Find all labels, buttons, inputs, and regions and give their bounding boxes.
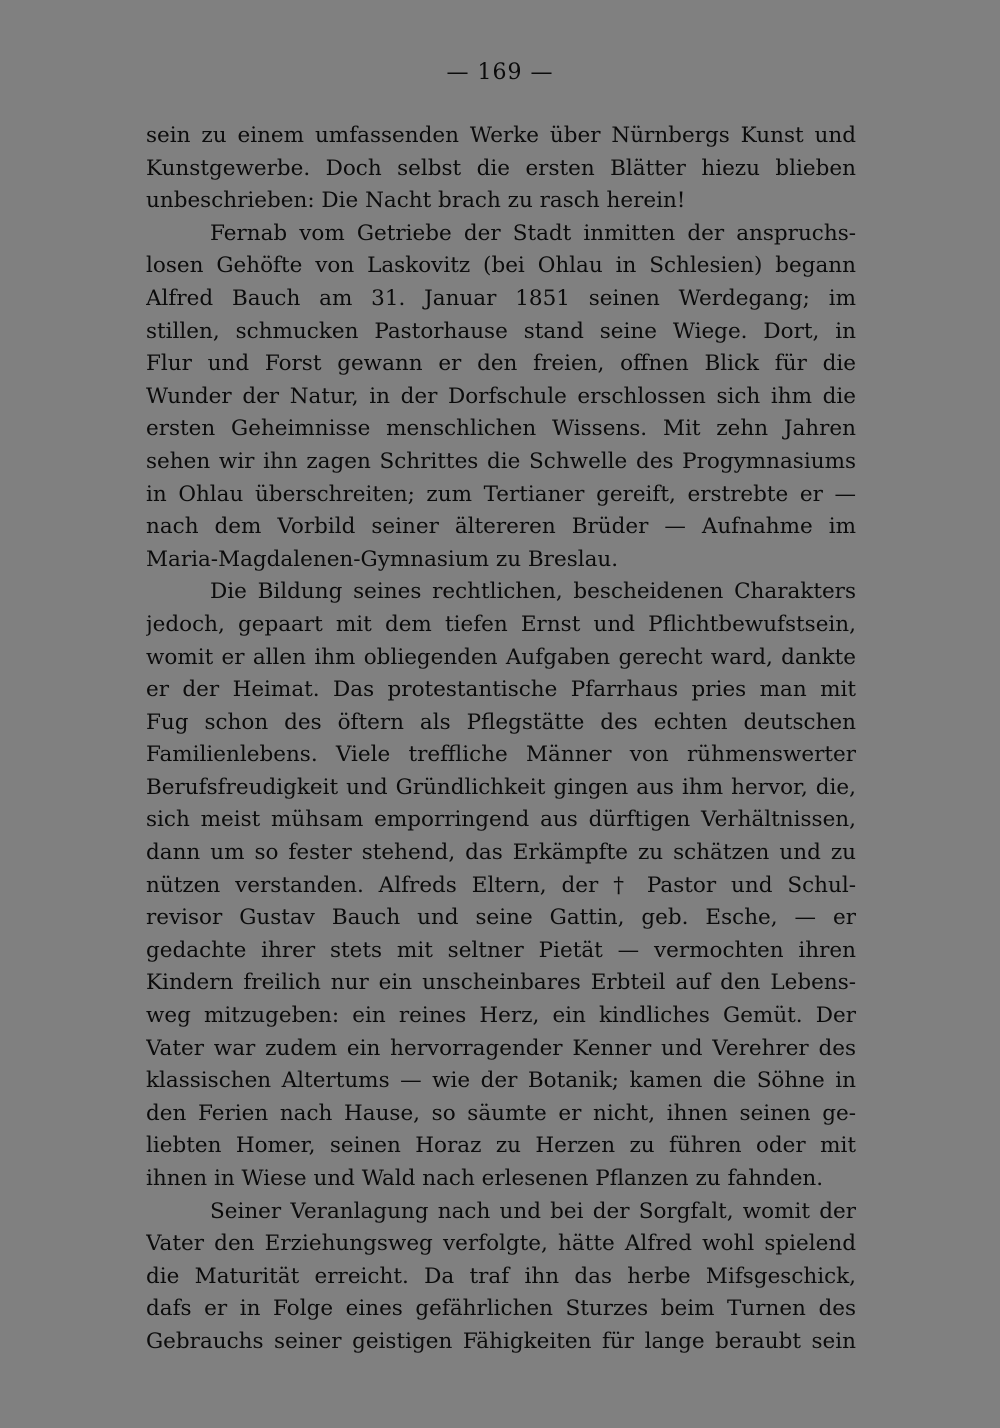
text-line: dann um so fester stehend, das Erkämpfte zu schätzen und zu bbox=[146, 840, 856, 866]
text-line: Vater war zudem ein hervorragender Kenner und Verehrer des bbox=[146, 1035, 856, 1061]
text-line: revisor Gustav Bauch und seine Gattin, geb. Esche, — er bbox=[146, 905, 856, 931]
text-line: losen Gehöfte von Laskovitz (bei Ohlau in Schlesien) begann bbox=[146, 253, 856, 279]
text-line: Vater den Erziehungsweg verfolgte, hätte Alfred wohl spielend bbox=[146, 1231, 856, 1257]
text-line: den Ferien nach Hause, so säumte er nicht, ihnen seinen ge- bbox=[146, 1100, 856, 1126]
text-line: unbeschrieben: Die Nacht brach zu rasch herein! bbox=[146, 188, 686, 214]
text-line: sein zu einem umfassenden Werke über Nürnbergs Kunst und bbox=[146, 123, 856, 148]
text-line: Familienlebens. Viele treffliche Männer von rühmenswerter bbox=[146, 742, 856, 768]
text-line: Seiner Veranlagung nach und bei der Sorgfalt, womit der bbox=[210, 1198, 856, 1224]
text-line: Fug schon des öftern als Pflegstätte des echten deutschen bbox=[146, 709, 856, 735]
text-line: dafs er in Folge eines gefährlichen Sturzes beim Turnen des bbox=[146, 1296, 856, 1322]
text-line: klassischen Altertums — wie der Botanik; kamen die Söhne in bbox=[146, 1068, 856, 1094]
text-line: weg mitzugeben: ein reines Herz, ein kindliches Gemüt. Der bbox=[146, 1003, 856, 1029]
text-line: nach dem Vorbild seiner ältereren Brüder — Aufnahme im bbox=[146, 514, 856, 540]
text-line: die Maturität erreicht. Da traf ihn das herbe Mifsgeschick, bbox=[146, 1263, 856, 1289]
text-line: Wunder der Natur, in der Dorfschule erschlossen sich ihm die bbox=[146, 383, 856, 409]
text-line: er der Heimat. Das protestantische Pfarrhaus pries man mit bbox=[146, 677, 856, 703]
text-line: stillen, schmucken Pastorhause stand seine Wiege. Dort, in bbox=[146, 318, 856, 344]
text-line: liebten Homer, seinen Horaz zu Herzen zu führen oder mit bbox=[146, 1133, 856, 1159]
text-line: nützen verstanden. Alfreds Eltern, der † Pastor und Schul- bbox=[146, 872, 856, 898]
text-line: Kunstgewerbe. Doch selbst die ersten Blätter hiezu blieben bbox=[146, 155, 856, 181]
text-line: Fernab vom Getriebe der Stadt inmitten der anspruchs- bbox=[210, 220, 856, 246]
text-line: sich meist mühsam emporringend aus dürftigen Verhältnissen, bbox=[146, 807, 856, 833]
page-number: — 169 — bbox=[446, 60, 554, 85]
text-line: womit er allen ihm obliegenden Aufgaben gerecht ward, dankte bbox=[146, 644, 856, 670]
text-line: Kindern freilich nur ein unscheinbares Erbteil auf den Lebens- bbox=[146, 970, 856, 996]
text-line: gedachte ihrer stets mit seltner Pietät — vermochten ihren bbox=[146, 937, 856, 963]
text-line: Flur und Forst gewann er den freien, offnen Blick für die bbox=[146, 351, 856, 377]
text-line: ihnen in Wiese und Wald nach erlesenen Pflanzen zu fahnden. bbox=[146, 1166, 824, 1191]
text-line: sehen wir ihn zagen Schrittes die Schwelle des Progymnasiums bbox=[146, 448, 856, 474]
body-text bbox=[146, 120, 856, 1359]
text-line: Gebrauchs seiner geistigen Fähigkeiten für lange beraubt sein bbox=[146, 1328, 856, 1354]
text-line: ersten Geheimnisse menschlichen Wissens. Mit zehn Jahren bbox=[146, 416, 856, 442]
text-line: Berufsfreudigkeit und Gründlichkeit gingen aus ihm hervor, die, bbox=[146, 774, 856, 800]
text-line: in Ohlau überschreiten; zum Tertianer gereift, erstrebte er — bbox=[146, 481, 856, 507]
text-line: Die Bildung seines rechtlichen, bescheidenen Charakters bbox=[210, 579, 856, 605]
text-line: Maria-Magdalenen-Gymnasium zu Breslau. bbox=[146, 546, 619, 572]
text-line: Alfred Bauch am 31. Januar 1851 seinen Werdegang; im bbox=[146, 285, 856, 311]
text-line: jedoch, gepaart mit dem tiefen Ernst und Pflichtbewufstsein, bbox=[146, 611, 856, 637]
